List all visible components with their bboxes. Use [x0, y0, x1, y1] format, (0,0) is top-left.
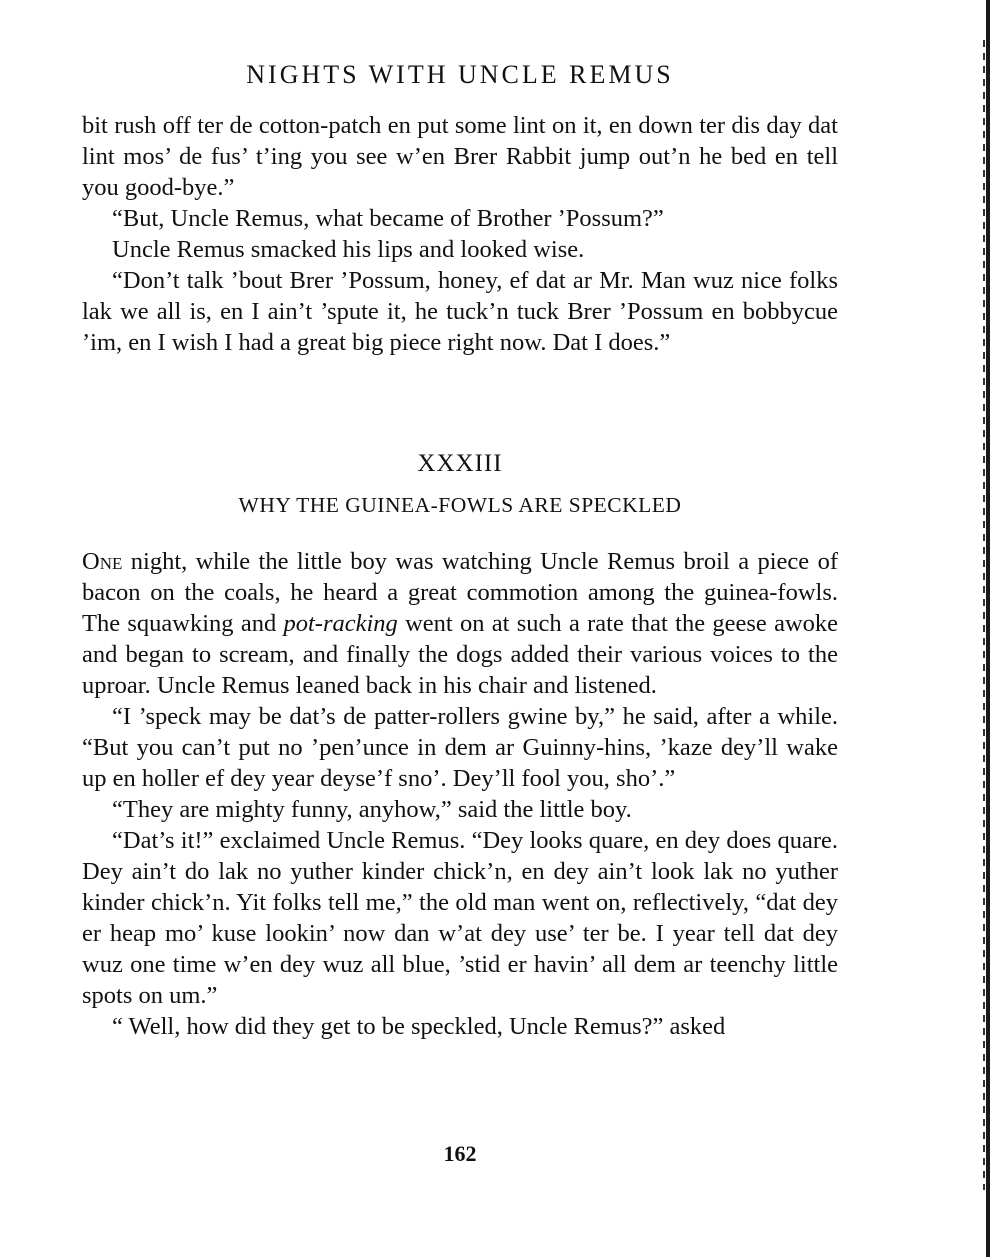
- opening-paragraph: [82, 546, 838, 701]
- chapter-title: WHY THE GUINEA-FOWLS ARE SPECKLED: [238, 493, 682, 517]
- paragraph: “But, Uncle Remus, what became of Brother ’Possum?”: [112, 205, 664, 232]
- binding-texture: [983, 40, 985, 1190]
- chapter-text-section: [82, 546, 838, 1042]
- paragraph: “ Well, how did they get to be speckled, Uncle Remus?” asked: [112, 1013, 726, 1040]
- paragraph: bit rush off ter de cotton-patch en put some lint on it, en down ter dis day dat lint mos’ de fus’ t’ing you see w’en Brer Rabbit jump out’n he bed en tell you good-bye.”: [82, 112, 838, 201]
- paragraph: “Don’t talk ’bout Brer ’Possum, honey, ef dat ar Mr. Man wuz nice folks lak we all is, en I ain’t ’spute it, he tuck’n tuck Brer ’Possum en bobbycue ’im, en I wish I had a great big piece right now. Dat I does.”: [82, 267, 838, 356]
- page-number: 162: [443, 1141, 477, 1166]
- paragraph: “Dat’s it!” exclaimed Uncle Remus. “Dey looks quare, en dey does quare. Dey ain’t do lak no yuther kinder chick’n, en dey ain’t look lak no yuther kinder chick’n. Yit folks tell me,” the old man went on, reflectively, “dat dey er heap mo’ kuse lookin’ now dan w’at dey use’ ter be. I year tell dat dey wuz one time w’en dey wuz all blue, ’stid er havin’ all dem ar teenchy little spots on um.”: [82, 827, 838, 1009]
- italic-term: pot-racking: [283, 610, 398, 637]
- paragraph: “I ’speck may be dat’s de patter-rollers gwine by,” he said, after a while. “But you can’t put no ’pen’unce in dem ar Guinny-hins, ’kaze dey’ll wake up en holler ef dey year deyse’f sno’. Dey’ll fool you, sho’.”: [82, 703, 838, 792]
- binding-line: [986, 0, 990, 1257]
- chapter-number: XXXIII: [417, 450, 503, 477]
- lead-word: One: [82, 548, 123, 575]
- paragraph: Uncle Remus smacked his lips and looked wise.: [112, 236, 585, 263]
- paragraph-text: night, while the little boy was watching Uncle Remus broil a piece of bacon on the coals, he heard a great commotion among the guinea-fowls. The squawking and: [82, 548, 838, 637]
- running-header: NIGHTS WITH UNCLE REMUS: [246, 60, 674, 89]
- paragraph-text: went on at such a rate that the geese awoke and began to scream, and finally the dogs added their various voices to the uproar. Uncle Remus leaned back in his chair and listened.: [82, 610, 839, 699]
- binding-edge: [980, 0, 1000, 1257]
- paragraph: “They are mighty funny, anyhow,” said the little boy.: [112, 796, 632, 823]
- continued-text-section: [82, 110, 838, 358]
